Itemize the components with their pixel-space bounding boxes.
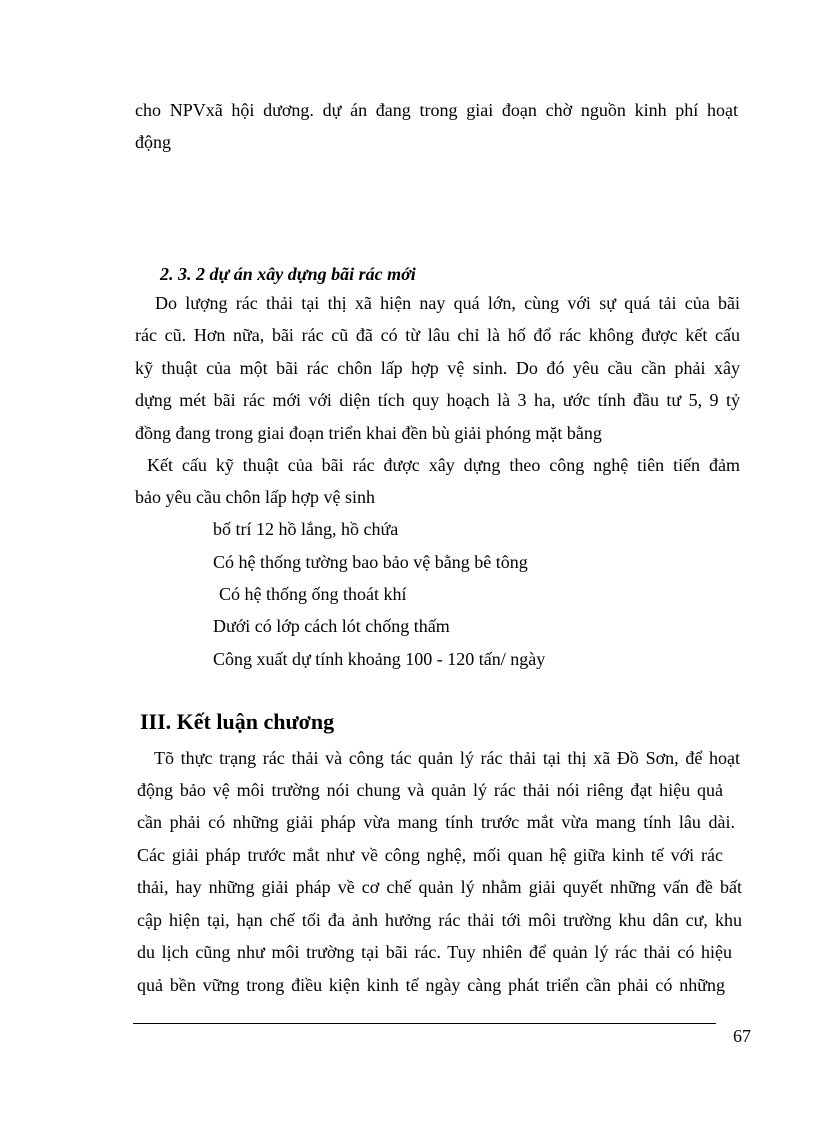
- list-item: bố trí 12 hồ lắng, hồ chứa: [213, 519, 399, 539]
- paragraph-line: đồng đang trong giai đoạn triển khai đền bù giải phóng mặt bằng: [135, 423, 602, 443]
- list-item: Có hệ thống tường bao bảo vệ bằng bê tông: [213, 552, 528, 572]
- paragraph-line: cập hiện tại, hạn chế tối đa ảnh hưởng rác thải tới môi trường khu dân cư, khu: [137, 910, 742, 930]
- list-item: Công xuất dự tính khoảng 100 - 120 tấn/ ngày: [213, 649, 546, 669]
- page-number: 67: [733, 1026, 751, 1046]
- paragraph-line: Do lượng rác thải tại thị xã hiện nay quá lớn, cùng với sự quá tải của bãi: [155, 293, 740, 313]
- paragraph-line: động: [135, 132, 171, 152]
- paragraph-line: quả bền vững trong điều kiện kinh tế ngày càng phát triển cần phải có những: [137, 975, 725, 995]
- paragraph-line: động bảo vệ môi trường nói chung và quản lý rác thải nói riêng đạt hiệu quả: [137, 780, 723, 800]
- subsection-title: 2. 3. 2 dự án xây dựng bãi rác mới: [160, 264, 416, 284]
- paragraph-line: bảo yêu cầu chôn lấp hợp vệ sinh: [135, 487, 375, 507]
- paragraph-line: du lịch cũng như môi trường tại bãi rác. Tuy nhiên để quản lý rác thải có hiệu: [137, 942, 732, 962]
- section-title: III. Kết luận chương: [140, 709, 335, 734]
- paragraph-line: Kết cấu kỹ thuật của bãi rác được xây dựng theo công nghệ tiên tiến đảm: [147, 455, 740, 475]
- paragraph-line: rác cũ. Hơn nữa, bãi rác cũ đã có từ lâu chỉ là hố đổ rác không được kết cấu: [135, 325, 740, 345]
- paragraph-line: Tõ thực trạng rác thải và công tác quản lý rác thải tại thị xã Đồ Sơn, để hoạt: [154, 748, 740, 768]
- paragraph-line: Các giải pháp trước mắt như về công nghệ, mối quan hệ giữa kinh tế với rác: [137, 845, 723, 865]
- paragraph-line: cho NPVxã hội dương. dự án đang trong giai đoạn chờ nguồn kinh phí hoạt: [135, 100, 738, 120]
- footer-rule: [133, 1023, 716, 1024]
- list-item: Có hệ thống ống thoát khí: [219, 584, 407, 604]
- list-item: Dưới có lớp cách lót chống thấm: [213, 616, 450, 636]
- paragraph-line: kỹ thuật của một bãi rác chôn lấp hợp vệ sinh. Do đó yêu cầu cần phải xây: [135, 358, 740, 378]
- paragraph-line: thải, hay những giải pháp về cơ chế quản lý nhằm giải quyết những vấn đề bất: [137, 877, 742, 897]
- paragraph-line: cần phải có những giải pháp vừa mang tính trước mắt vừa mang tính lâu dài.: [137, 812, 735, 832]
- paragraph-line: dựng mét bãi rác mới với diện tích quy hoạch là 3 ha, ước tính đầu tư 5, 9 tỷ: [135, 390, 740, 410]
